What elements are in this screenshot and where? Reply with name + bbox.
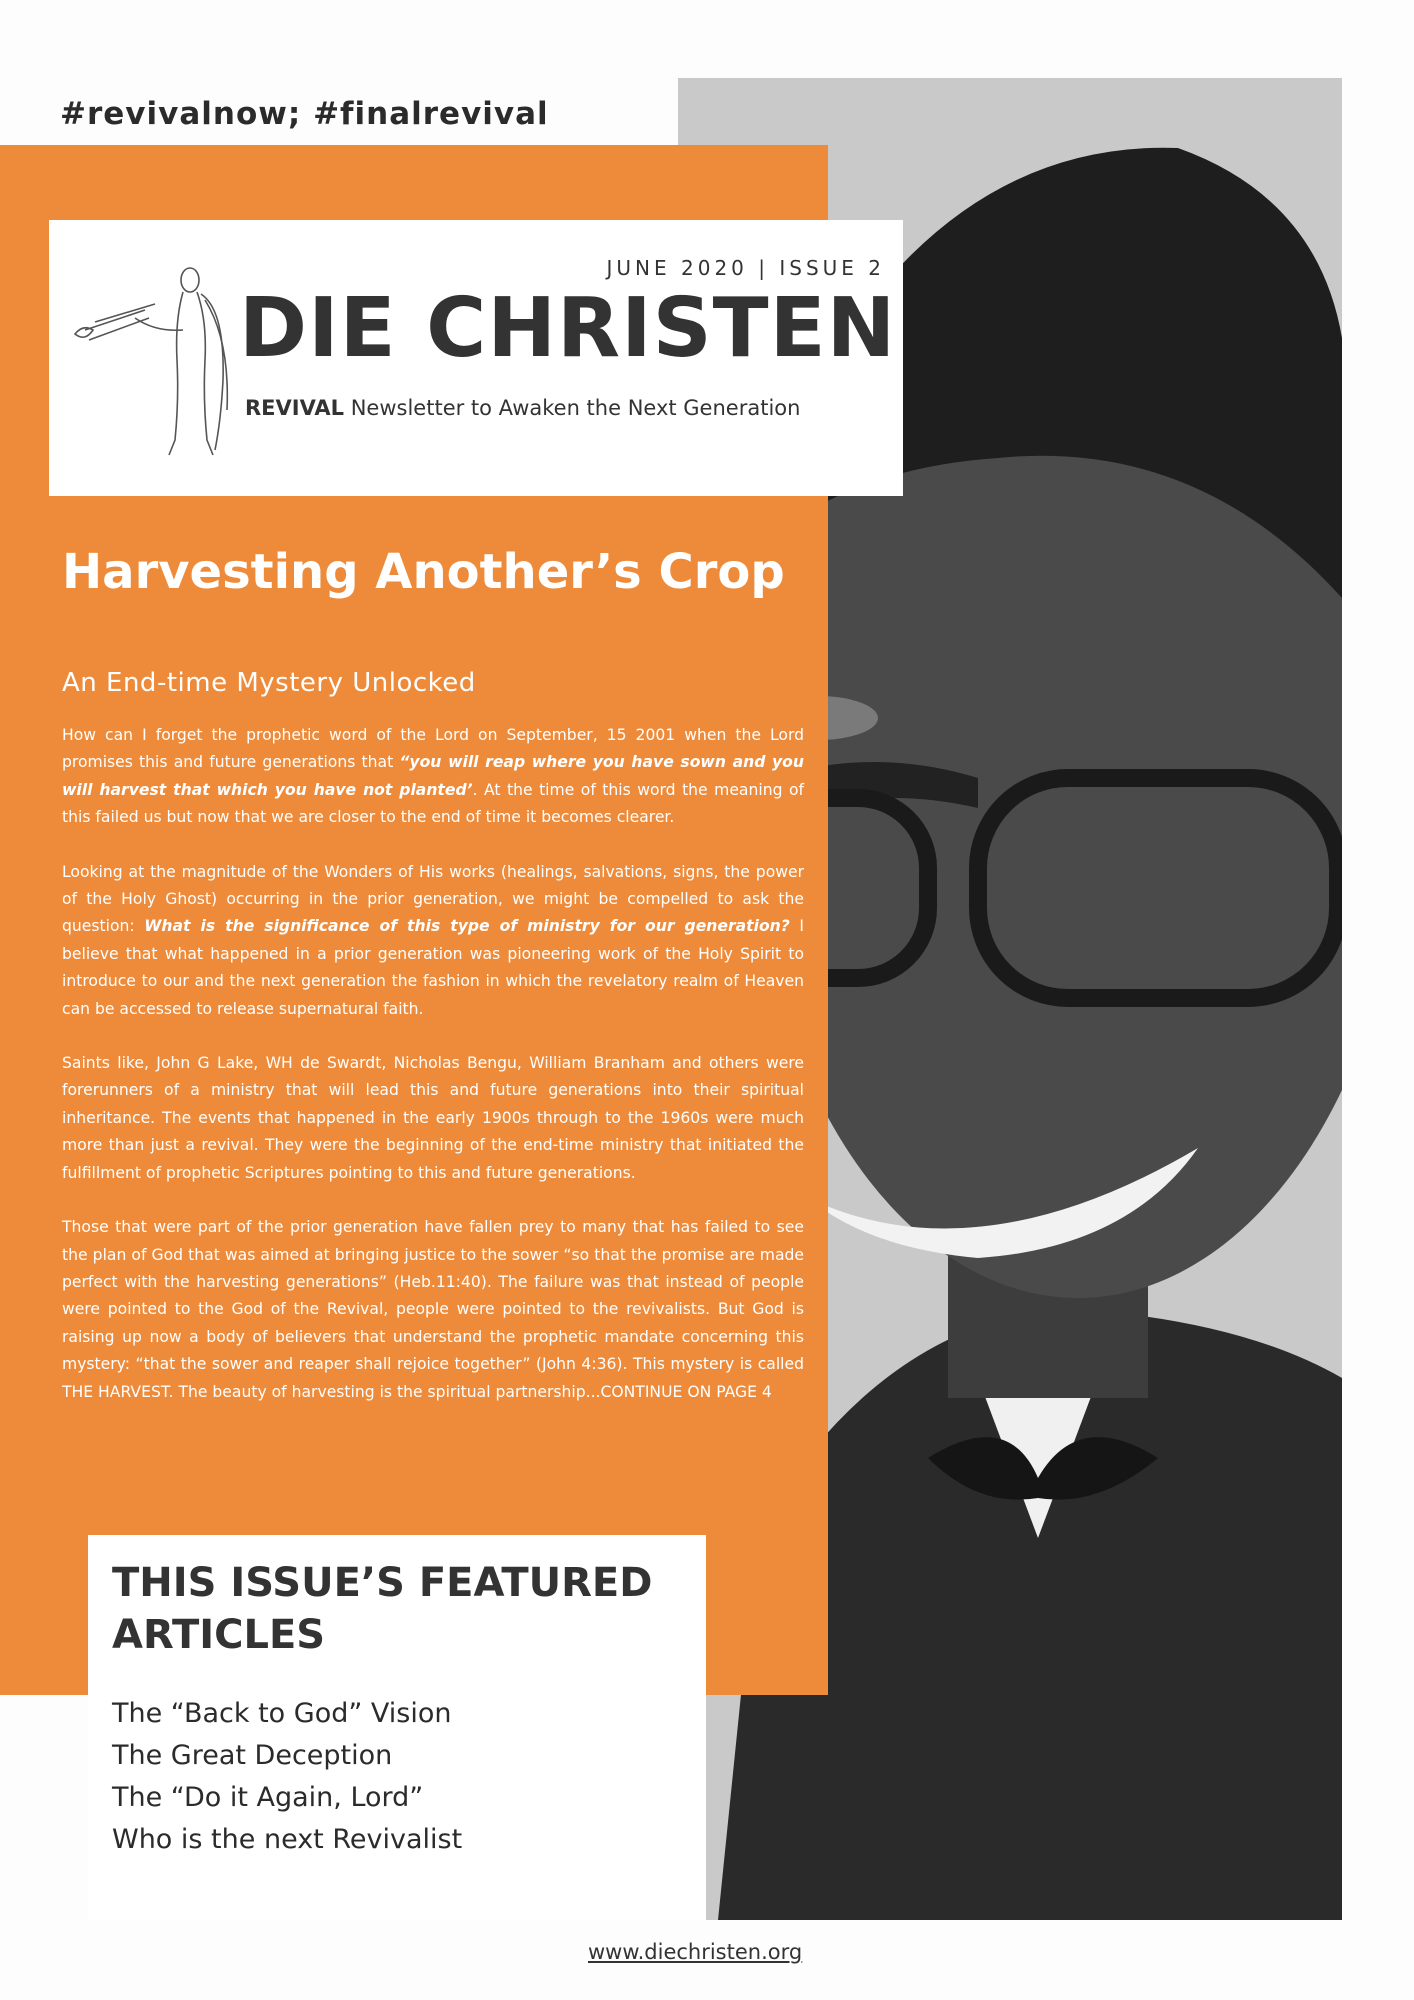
tagline-rest: Newsletter to Awaken the Next Generation — [344, 396, 801, 420]
article-paragraph-4: Those that were part of the prior generation have fallen prey to many that has failed to see the plan of God that was aimed at bringing justice to the sower “so that the promise are made perfect with the harvesting generations” (Heb.11:40). The failure was that instead of people were pointed to the God of the Revival, people were pointed to the revivalists. But God is raising up now a body of believers that understand the prophetic mandate concerning this mystery: “that the sower and reaper shall rejoice together” (John 4:36). This mystery is called THE HARVEST. The beauty of harvesting is the spiritual partnership...CONTINUE ON PAGE 4 — [62, 1218, 804, 1401]
tagline — [245, 396, 800, 420]
featured-item[interactable]: The “Back to God” Vision — [112, 1698, 452, 1729]
p2-question: What is the significance of this type of ministry for our generation? — [144, 917, 790, 936]
tagline-bold: REVIVAL — [245, 396, 345, 420]
hashtags: #revivalnow; #finalrevival — [60, 96, 549, 132]
sower-logo — [65, 260, 235, 460]
website-link[interactable]: www.diechristen.org — [588, 1940, 803, 1964]
newsletter-title: DIE CHRISTEN — [239, 281, 897, 376]
article-paragraph-1 — [62, 722, 804, 832]
featured-item[interactable]: The “Do it Again, Lord” — [112, 1782, 424, 1813]
article-paragraph-3: Saints like, John G Lake, WH de Swardt, Nicholas Bengu, William Branham and others were forerunners of a ministry that will lead this and future generations into their spiritual inheritance. The events that happened in the early 1900s through to the 1960s were much more than just a revival. They were the beginning of the end-time ministry that initiated the fulfillment of prophetic Scriptures pointing to this and future generations. — [62, 1054, 804, 1182]
masthead — [49, 220, 903, 496]
p2-end: I believe that what happened in a prior generation was pioneering work of the Holy Spirit to introduce to our and the next generation the fashion in which the revelatory realm of Heaven can be accessed to release supernatural faith. — [62, 917, 804, 1018]
issue-date: JUNE 2020 | ISSUE 2 — [606, 256, 885, 280]
featured-title: THIS ISSUE’S FEATURED ARTICLES — [112, 1560, 653, 1658]
article-body — [62, 722, 804, 1433]
p2-start: Looking at the magnitude of the Wonders of His works (healings, salvations, signs, the power of the Holy Ghost) occurring in the prior generation, we might be compelled to ask the question: — [62, 862, 804, 936]
article-subhead: An End-time Mystery Unlocked — [62, 668, 476, 698]
featured-item[interactable]: Who is the next Revivalist — [112, 1824, 463, 1855]
article-paragraph-2 — [62, 859, 804, 1023]
featured-articles-box — [88, 1535, 706, 1920]
p1-quote: “you will reap where you have sown and you will harvest that which you have not planted’ — [62, 753, 804, 799]
featured-list — [112, 1693, 462, 1861]
p1-start: How can I forget the prophetic word of the Lord on September, 15 2001 when the Lord promises this and future generations that — [62, 726, 804, 772]
featured-item[interactable]: The Great Deception — [112, 1740, 393, 1771]
article-headline: Harvesting Another’s Crop — [62, 544, 785, 600]
p1-end: . At the time of this word the meaning of this failed us but now that we are closer to the end of time it becomes clearer. — [62, 780, 804, 827]
